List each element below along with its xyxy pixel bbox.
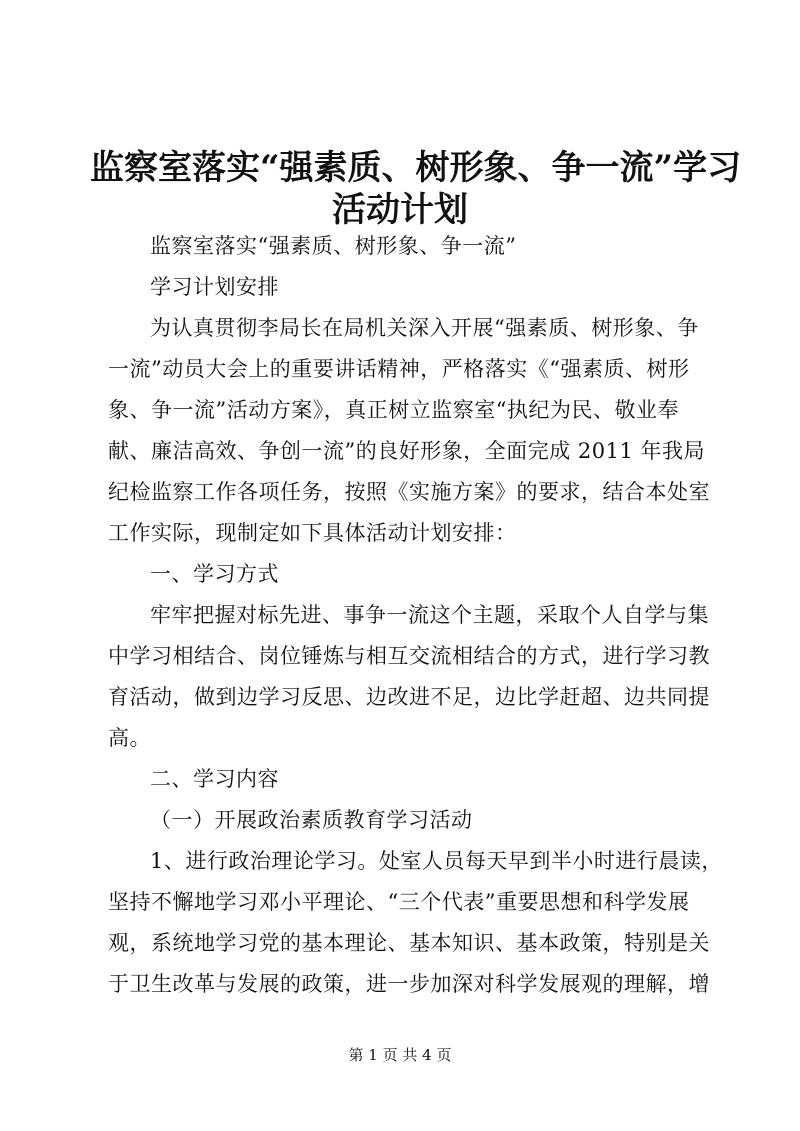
paragraph-line: 象、争一流”活动方案》，真正树立监察室“执纪为民、敬业奉 bbox=[108, 398, 679, 422]
subtitle-line: 学习计划安排 bbox=[150, 275, 279, 299]
paragraph-line: 1、进行政治理论学习。处室人员每天早到半小时进行晨读， bbox=[150, 849, 723, 873]
page-number-footer: 第 1 页 共 4 页 bbox=[348, 1046, 452, 1064]
paragraph-line: 中学习相结合、岗位锤炼与相互交流相结合的方式，进行学习教 bbox=[108, 644, 710, 668]
section-heading: 二、学习内容 bbox=[150, 767, 279, 791]
document-title-line-2: 活动计划 bbox=[332, 190, 468, 230]
subtitle-line: 监察室落实“强素质、树形象、争一流” bbox=[150, 234, 517, 258]
paragraph-line: 于卫生改革与发展的政策，进一步加深对科学发展观的理解，增 bbox=[108, 972, 710, 996]
paragraph-line: 坚持不懈地学习邓小平理论、“三个代表”重要思想和科学发展 bbox=[108, 890, 690, 914]
paragraph-line: 为认真贯彻李局长在局机关深入开展“强素质、树形象、争 bbox=[150, 316, 699, 340]
paragraph-line: 工作实际，现制定如下具体活动计划安排： bbox=[108, 521, 517, 545]
paragraph-line: 观，系统地学习党的基本理论、基本知识、基本政策，特别是关 bbox=[108, 931, 710, 955]
paragraph-line: 牢牢把握对标先进、事争一流这个主题，采取个人自学与集 bbox=[150, 603, 709, 627]
paragraph-line: 一流”动员大会上的重要讲话精神，严格落实《“强素质、树形 bbox=[108, 357, 690, 381]
paragraph-line: 高。 bbox=[108, 726, 151, 750]
paragraph-line: 育活动，做到边学习反思、边改进不足，边比学赶超、边共同提 bbox=[108, 685, 710, 709]
document-title-line-1: 监察室落实“强素质、树形象、争一流”学习 bbox=[90, 148, 742, 188]
subsection-heading: （一）开展政治素质教育学习活动 bbox=[150, 808, 473, 832]
paragraph-line: 献、廉洁高效、争创一流”的良好形象，全面完成 2011 年我局 bbox=[108, 439, 706, 463]
paragraph-line: 纪检监察工作各项任务，按照《实施方案》的要求，结合本处室 bbox=[108, 480, 710, 504]
section-heading: 一、学习方式 bbox=[150, 562, 279, 586]
